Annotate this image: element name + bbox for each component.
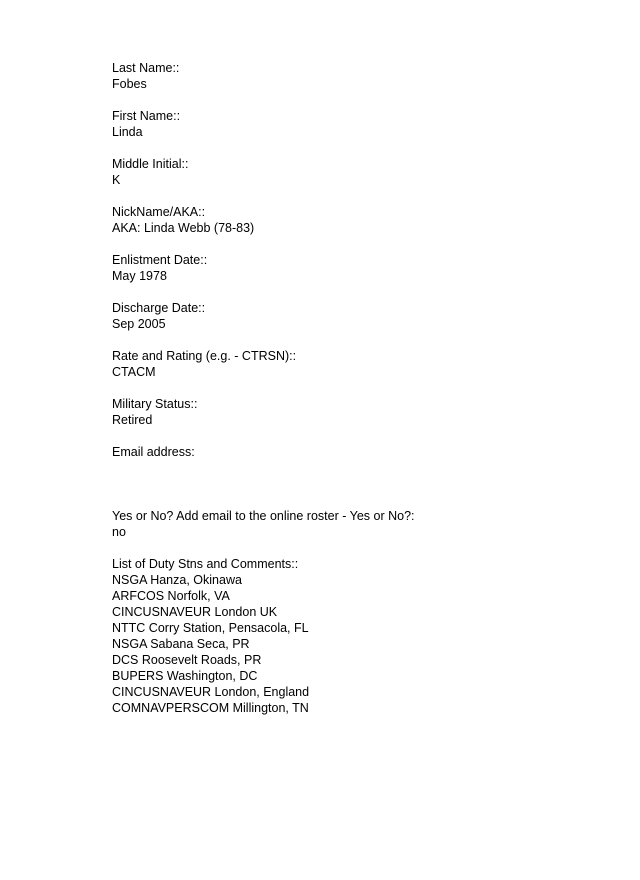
field-military-status (112, 396, 612, 428)
field-value: Sep 2005 (112, 317, 166, 331)
field-label: Email address: (112, 445, 195, 459)
duty-station-list (112, 572, 612, 716)
field-label: List of Duty Stns and Comments:: (112, 557, 299, 571)
list-item: NSGA Sabana Seca, PR (112, 637, 250, 651)
list-item: NSGA Hanza, Okinawa (112, 573, 242, 587)
field-value: Retired (112, 413, 153, 427)
list-item: CINCUSNAVEUR London, England (112, 685, 310, 699)
document-body (112, 60, 612, 732)
list-item: CINCUSNAVEUR London UK (112, 605, 278, 619)
field-value: AKA: Linda Webb (78-83) (112, 221, 255, 235)
field-label: Middle Initial:: (112, 157, 189, 171)
field-first-name (112, 108, 612, 140)
field-value (112, 460, 612, 476)
field-middle-initial (112, 156, 612, 188)
field-email-address (112, 444, 612, 476)
field-duty-stations (112, 556, 612, 716)
field-value: May 1978 (112, 269, 167, 283)
field-nickname (112, 204, 612, 236)
field-enlistment-date (112, 252, 612, 284)
field-label: NickName/AKA:: (112, 205, 206, 219)
list-item: COMNAVPERSCOM Millington, TN (112, 701, 309, 715)
field-last-name (112, 60, 612, 92)
field-label: Rate and Rating (e.g. - CTRSN):: (112, 349, 297, 363)
list-item: DCS Roosevelt Roads, PR (112, 653, 262, 667)
field-roster-optin (112, 508, 612, 540)
field-value: CTACM (112, 365, 156, 379)
field-value: K (112, 173, 121, 187)
list-item: ARFCOS Norfolk, VA (112, 589, 230, 603)
field-label: First Name:: (112, 109, 181, 123)
field-label: Discharge Date:: (112, 301, 206, 315)
list-item: NTTC Corry Station, Pensacola, FL (112, 621, 309, 635)
field-label: Yes or No? Add email to the online roster - Yes or No?: (112, 509, 415, 523)
field-value: no (112, 525, 126, 539)
field-label: Military Status:: (112, 397, 198, 411)
list-item: BUPERS Washington, DC (112, 669, 258, 683)
field-value: Fobes (112, 77, 147, 91)
field-rate-rating (112, 348, 612, 380)
field-discharge-date (112, 300, 612, 332)
field-label: Enlistment Date:: (112, 253, 208, 267)
field-label: Last Name:: (112, 61, 180, 75)
field-value: Linda (112, 125, 143, 139)
